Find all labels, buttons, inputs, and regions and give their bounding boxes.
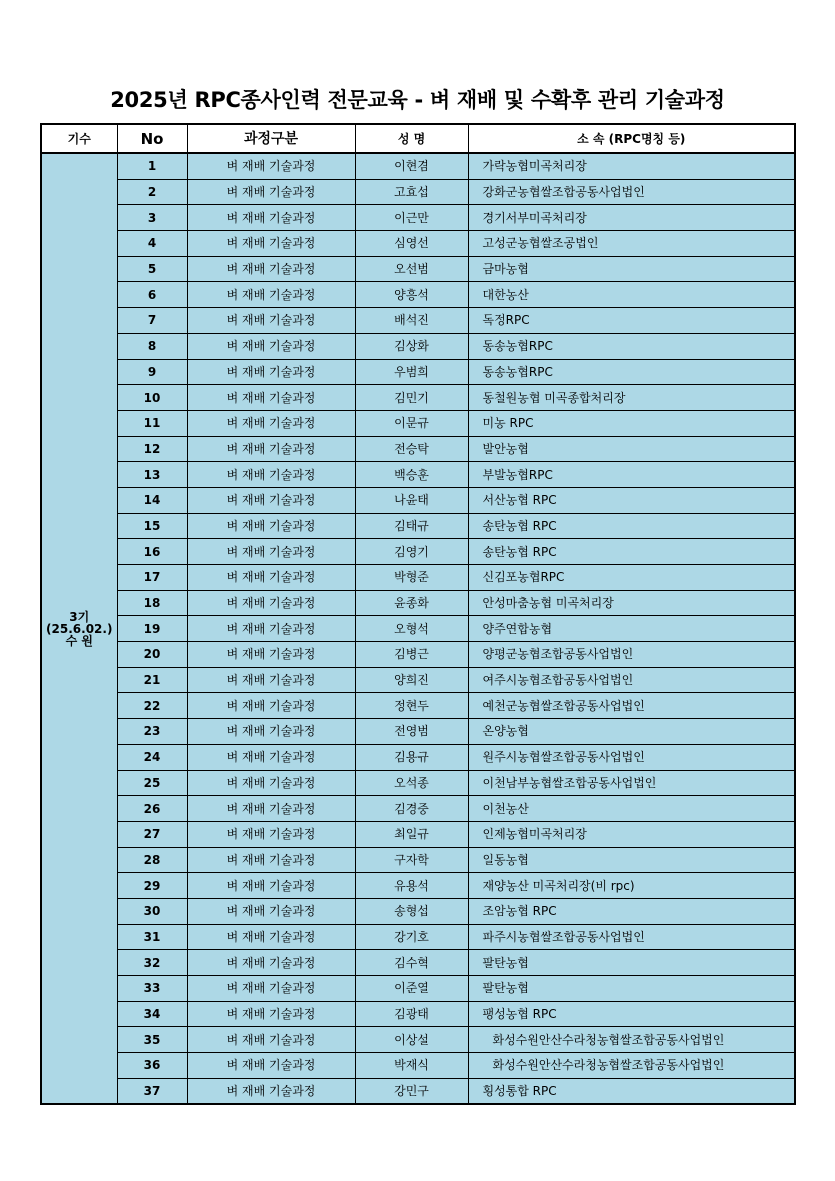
row-number: 31	[117, 924, 187, 950]
course-name: 벼 재배 기술과정	[187, 950, 355, 976]
participant-name: 이상설	[355, 1027, 468, 1053]
affiliation: 예천군농협쌀조합공동사업법인	[468, 693, 795, 719]
header-no: No	[117, 124, 187, 153]
participant-name: 배석진	[355, 308, 468, 334]
course-name: 벼 재배 기술과정	[187, 385, 355, 411]
course-name: 벼 재배 기술과정	[187, 231, 355, 257]
participant-name: 최일규	[355, 821, 468, 847]
table-row	[41, 590, 795, 616]
affiliation: 서산농협 RPC	[468, 487, 795, 513]
row-number: 37	[117, 1078, 187, 1104]
table-row	[41, 153, 795, 179]
table-row	[41, 898, 795, 924]
table-row	[41, 231, 795, 257]
affiliation: 파주시농협쌀조합공동사업법인	[468, 924, 795, 950]
participant-name: 윤종화	[355, 590, 468, 616]
table-row	[41, 179, 795, 205]
course-name: 벼 재배 기술과정	[187, 744, 355, 770]
course-name: 벼 재배 기술과정	[187, 719, 355, 745]
table-row	[41, 744, 795, 770]
row-number: 33	[117, 976, 187, 1002]
affiliation: 가락농협미곡처리장	[468, 153, 795, 179]
row-number: 25	[117, 770, 187, 796]
participant-name: 유용석	[355, 873, 468, 899]
table-row	[41, 539, 795, 565]
table-row	[41, 924, 795, 950]
table-row	[41, 770, 795, 796]
course-name: 벼 재배 기술과정	[187, 873, 355, 899]
course-name: 벼 재배 기술과정	[187, 821, 355, 847]
course-name: 벼 재배 기술과정	[187, 513, 355, 539]
participant-name: 백승훈	[355, 462, 468, 488]
participant-name: 고효섭	[355, 179, 468, 205]
table-row	[41, 976, 795, 1002]
session-cell	[41, 153, 117, 1104]
row-number: 32	[117, 950, 187, 976]
row-number: 4	[117, 231, 187, 257]
affiliation: 일동농협	[468, 847, 795, 873]
row-number: 23	[117, 719, 187, 745]
table-row	[41, 1027, 795, 1053]
row-number: 2	[117, 179, 187, 205]
affiliation: 이천농산	[468, 796, 795, 822]
row-number: 11	[117, 410, 187, 436]
participant-name: 나윤태	[355, 487, 468, 513]
course-name: 벼 재배 기술과정	[187, 410, 355, 436]
table-body	[41, 153, 795, 1104]
participant-name: 김용규	[355, 744, 468, 770]
participant-name: 전영범	[355, 719, 468, 745]
participant-name: 정현두	[355, 693, 468, 719]
header-org: 소 속 (RPC명칭 등)	[468, 124, 795, 153]
row-number: 15	[117, 513, 187, 539]
row-number: 1	[117, 153, 187, 179]
participant-name: 송형섭	[355, 898, 468, 924]
participant-name: 양희진	[355, 667, 468, 693]
header-name: 성 명	[355, 124, 468, 153]
session-label: 3기	[69, 609, 90, 624]
affiliation: 경기서부미곡처리장	[468, 205, 795, 231]
table-row	[41, 847, 795, 873]
affiliation: 금마농협	[468, 256, 795, 282]
participant-name: 강민구	[355, 1078, 468, 1104]
affiliation: 원주시농협쌀조합공동사업법인	[468, 744, 795, 770]
row-number: 6	[117, 282, 187, 308]
participant-name: 김수혁	[355, 950, 468, 976]
row-number: 18	[117, 590, 187, 616]
row-number: 13	[117, 462, 187, 488]
table-row	[41, 359, 795, 385]
participant-name: 김경중	[355, 796, 468, 822]
row-number: 9	[117, 359, 187, 385]
course-name: 벼 재배 기술과정	[187, 770, 355, 796]
participant-name: 심영선	[355, 231, 468, 257]
participant-name: 김광태	[355, 1001, 468, 1027]
course-name: 벼 재배 기술과정	[187, 565, 355, 591]
table-row	[41, 821, 795, 847]
table-row	[41, 487, 795, 513]
affiliation: 화성수원안산수라청농협쌀조합공동사업법인	[468, 1027, 795, 1053]
header-course: 과정구분	[187, 124, 355, 153]
affiliation: 부발농협RPC	[468, 462, 795, 488]
course-name: 벼 재배 기술과정	[187, 796, 355, 822]
table-row	[41, 308, 795, 334]
course-name: 벼 재배 기술과정	[187, 308, 355, 334]
table-row	[41, 1001, 795, 1027]
course-name: 벼 재배 기술과정	[187, 333, 355, 359]
participant-name: 이문규	[355, 410, 468, 436]
table-row	[41, 513, 795, 539]
participant-name: 이현겸	[355, 153, 468, 179]
course-name: 벼 재배 기술과정	[187, 924, 355, 950]
course-name: 벼 재배 기술과정	[187, 179, 355, 205]
affiliation: 강화군농협쌀조합공동사업법인	[468, 179, 795, 205]
participant-name: 김영기	[355, 539, 468, 565]
course-name: 벼 재배 기술과정	[187, 667, 355, 693]
affiliation: 고성군농협쌀조공법인	[468, 231, 795, 257]
participant-name: 오형석	[355, 616, 468, 642]
course-name: 벼 재배 기술과정	[187, 205, 355, 231]
affiliation: 양평군농협조합공동사업법인	[468, 642, 795, 668]
participant-name: 오선범	[355, 256, 468, 282]
row-number: 19	[117, 616, 187, 642]
row-number: 28	[117, 847, 187, 873]
participant-name: 전승탁	[355, 436, 468, 462]
row-number: 21	[117, 667, 187, 693]
affiliation: 독정RPC	[468, 308, 795, 334]
table-row	[41, 256, 795, 282]
affiliation: 온양농협	[468, 719, 795, 745]
row-number: 7	[117, 308, 187, 334]
row-number: 5	[117, 256, 187, 282]
participant-name: 강기호	[355, 924, 468, 950]
table-row	[41, 950, 795, 976]
table-row	[41, 205, 795, 231]
table-row	[41, 616, 795, 642]
table-row	[41, 410, 795, 436]
table-row	[41, 693, 795, 719]
course-name: 벼 재배 기술과정	[187, 256, 355, 282]
table-row	[41, 282, 795, 308]
affiliation: 화성수원안산수라청농협쌀조합공동사업법인	[468, 1053, 795, 1079]
row-number: 36	[117, 1053, 187, 1079]
row-number: 10	[117, 385, 187, 411]
page-title: 2025년 RPC종사인력 전문교육 - 벼 재배 및 수확후 관리 기술과정	[110, 88, 725, 112]
course-name: 벼 재배 기술과정	[187, 359, 355, 385]
table-row	[41, 385, 795, 411]
course-name: 벼 재배 기술과정	[187, 847, 355, 873]
session-date: (25.6.02.)	[46, 621, 113, 636]
course-name: 벼 재배 기술과정	[187, 642, 355, 668]
session-place: 수 원	[65, 633, 93, 648]
course-name: 벼 재배 기술과정	[187, 462, 355, 488]
row-number: 22	[117, 693, 187, 719]
affiliation: 조암농협 RPC	[468, 898, 795, 924]
row-number: 17	[117, 565, 187, 591]
affiliation: 팔탄농협	[468, 976, 795, 1002]
affiliation: 동철원농협 미곡종합처리장	[468, 385, 795, 411]
affiliation: 횡성통합 RPC	[468, 1078, 795, 1104]
row-number: 30	[117, 898, 187, 924]
table-header-row	[41, 124, 795, 153]
row-number: 29	[117, 873, 187, 899]
affiliation: 미농 RPC	[468, 410, 795, 436]
participant-name: 박형준	[355, 565, 468, 591]
table-row	[41, 667, 795, 693]
course-name: 벼 재배 기술과정	[187, 1001, 355, 1027]
table-row	[41, 436, 795, 462]
course-name: 벼 재배 기술과정	[187, 153, 355, 179]
affiliation: 송탄농협 RPC	[468, 539, 795, 565]
affiliation: 인제농협미곡처리장	[468, 821, 795, 847]
participant-name: 이근만	[355, 205, 468, 231]
participant-name: 양흥석	[355, 282, 468, 308]
participant-name: 김병근	[355, 642, 468, 668]
course-name: 벼 재배 기술과정	[187, 436, 355, 462]
table-row	[41, 1078, 795, 1104]
table-row	[41, 565, 795, 591]
participant-name: 김태규	[355, 513, 468, 539]
course-name: 벼 재배 기술과정	[187, 1078, 355, 1104]
participant-name: 구자학	[355, 847, 468, 873]
course-name: 벼 재배 기술과정	[187, 693, 355, 719]
affiliation: 동송농협RPC	[468, 333, 795, 359]
participant-name: 박재식	[355, 1053, 468, 1079]
row-number: 14	[117, 487, 187, 513]
header-session: 기수	[41, 124, 117, 153]
row-number: 20	[117, 642, 187, 668]
row-number: 27	[117, 821, 187, 847]
participant-name: 우범희	[355, 359, 468, 385]
row-number: 3	[117, 205, 187, 231]
row-number: 12	[117, 436, 187, 462]
participant-table	[40, 123, 796, 1105]
affiliation: 송탄농협 RPC	[468, 513, 795, 539]
course-name: 벼 재배 기술과정	[187, 590, 355, 616]
affiliation: 발안농협	[468, 436, 795, 462]
participant-name: 김상화	[355, 333, 468, 359]
row-number: 8	[117, 333, 187, 359]
row-number: 26	[117, 796, 187, 822]
participant-name: 이준열	[355, 976, 468, 1002]
course-name: 벼 재배 기술과정	[187, 1053, 355, 1079]
course-name: 벼 재배 기술과정	[187, 976, 355, 1002]
row-number: 16	[117, 539, 187, 565]
course-name: 벼 재배 기술과정	[187, 539, 355, 565]
row-number: 34	[117, 1001, 187, 1027]
affiliation: 대한농산	[468, 282, 795, 308]
affiliation: 재양농산 미곡처리장(비 rpc)	[468, 873, 795, 899]
affiliation: 안성마춤농협 미곡처리장	[468, 590, 795, 616]
row-number: 35	[117, 1027, 187, 1053]
affiliation: 여주시농협조합공동사업법인	[468, 667, 795, 693]
course-name: 벼 재배 기술과정	[187, 282, 355, 308]
course-name: 벼 재배 기술과정	[187, 1027, 355, 1053]
affiliation: 양주연합농협	[468, 616, 795, 642]
affiliation: 팽성농협 RPC	[468, 1001, 795, 1027]
participant-name: 오석종	[355, 770, 468, 796]
affiliation: 신김포농협RPC	[468, 565, 795, 591]
table-row	[41, 333, 795, 359]
table-row	[41, 462, 795, 488]
affiliation: 이천남부농협쌀조합공동사업법인	[468, 770, 795, 796]
table-row	[41, 796, 795, 822]
course-name: 벼 재배 기술과정	[187, 898, 355, 924]
participant-name: 김민기	[355, 385, 468, 411]
course-name: 벼 재배 기술과정	[187, 487, 355, 513]
affiliation: 동송농협RPC	[468, 359, 795, 385]
affiliation: 팔탄농협	[468, 950, 795, 976]
course-name: 벼 재배 기술과정	[187, 616, 355, 642]
table-row	[41, 642, 795, 668]
row-number: 24	[117, 744, 187, 770]
table-row	[41, 719, 795, 745]
table-row	[41, 873, 795, 899]
table-row	[41, 1053, 795, 1079]
